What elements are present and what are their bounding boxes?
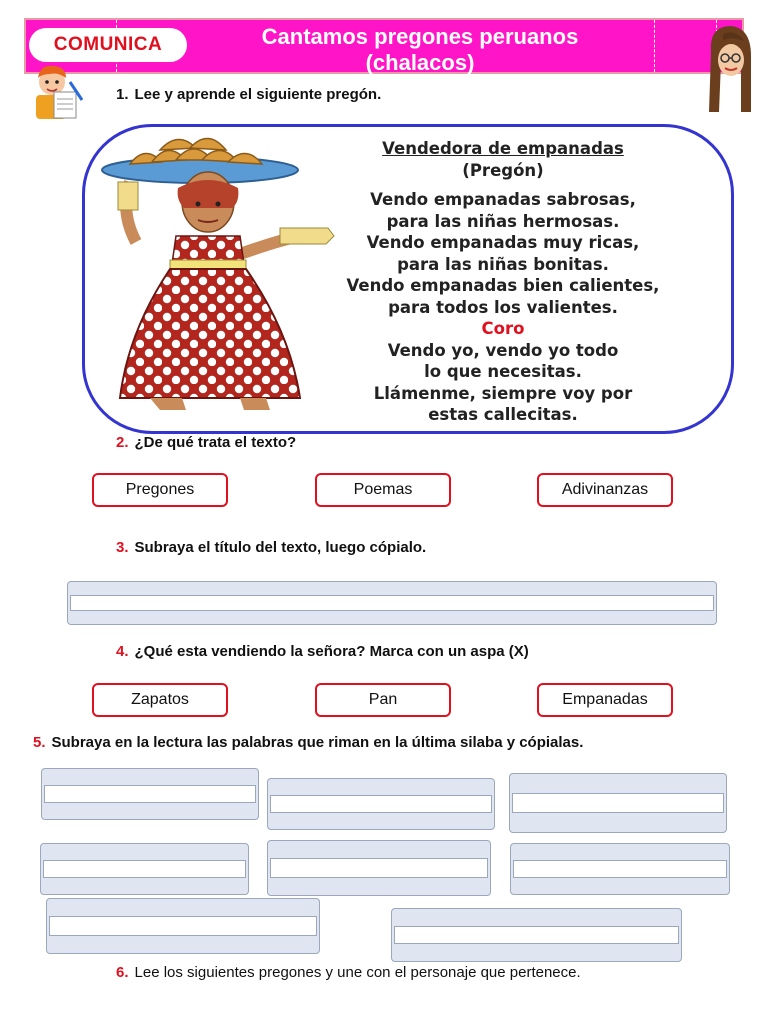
poem-line: para las niñas bonitas. — [397, 254, 609, 274]
question-text: Subraya en la lectura las palabras que riman en la última silaba y cópialas. — [51, 734, 584, 751]
poem-text — [328, 138, 678, 426]
question-number: 3. — [116, 539, 129, 556]
question-number: 1. — [116, 86, 129, 103]
question-1 — [116, 86, 381, 103]
question-5 — [33, 734, 583, 751]
empanada-vendor-illustration — [90, 132, 340, 414]
question-3 — [116, 539, 426, 556]
answer-line-title[interactable] — [67, 581, 717, 625]
poem-line: Vendo empanadas sabrosas, — [370, 190, 636, 209]
answer-line-rhyme[interactable] — [41, 768, 259, 820]
poem-line: Vendo empanadas muy ricas, — [366, 233, 640, 252]
poem-line: para todos los valientes. — [388, 297, 618, 317]
question-text: ¿Qué esta vendiendo la señora? Marca con un aspa (X) — [134, 643, 529, 660]
question-2 — [116, 434, 296, 451]
option-pregones[interactable]: Pregones — [92, 473, 228, 507]
option-poemas[interactable]: Poemas — [315, 473, 451, 507]
question-4 — [116, 643, 529, 660]
answer-line-rhyme[interactable] — [46, 898, 320, 954]
answer-line-rhyme[interactable] — [509, 773, 727, 833]
option-adivinanzas[interactable]: Adivinanzas — [537, 473, 673, 507]
chorus-line: estas callecitas. — [428, 405, 578, 424]
answer-line-rhyme[interactable] — [267, 840, 491, 896]
poem-subtitle: (Pregón) — [462, 160, 544, 180]
chorus-line: Llámenme, siempre voy por — [373, 383, 633, 403]
question-number: 4. — [116, 643, 129, 660]
question-text: Subraya el título del texto, luego cópialo. — [134, 539, 427, 556]
poem-line: Vendo empanadas bien calientes, — [346, 276, 660, 295]
title-line-2: (chalacos) — [365, 50, 475, 74]
answer-line-rhyme[interactable] — [267, 778, 495, 830]
answer-line-rhyme[interactable] — [391, 908, 682, 962]
option-pan[interactable]: Pan — [315, 683, 451, 717]
question-number: 6. — [116, 964, 129, 981]
teacher-avatar-icon — [705, 22, 755, 114]
title-line-1: Cantamos pregones peruanos — [261, 24, 579, 49]
question-text: ¿De qué trata el texto? — [134, 434, 297, 451]
question-number: 2. — [116, 434, 129, 451]
answer-line-rhyme[interactable] — [510, 843, 730, 895]
chorus-label: Coro — [481, 319, 525, 338]
page-title — [150, 24, 690, 74]
subject-badge: COMUNICA — [29, 28, 187, 62]
student-mascot-icon — [28, 62, 90, 120]
answer-line-rhyme[interactable] — [40, 843, 249, 895]
question-number: 5. — [33, 734, 46, 751]
question-text: Lee los siguientes pregones y une con el personaje que pertenece. — [134, 964, 581, 981]
poem-title: Vendedora de empanadas — [382, 139, 624, 158]
option-empanadas[interactable]: Empanadas — [537, 683, 673, 717]
chorus-line: Vendo yo, vendo yo todo — [387, 340, 619, 360]
question-text: Lee y aprende el siguiente pregón. — [134, 86, 382, 103]
option-zapatos[interactable]: Zapatos — [92, 683, 228, 717]
question-6 — [116, 964, 581, 981]
chorus-line: lo que necesitas. — [424, 362, 582, 381]
poem-line: para las niñas hermosas. — [386, 211, 620, 231]
